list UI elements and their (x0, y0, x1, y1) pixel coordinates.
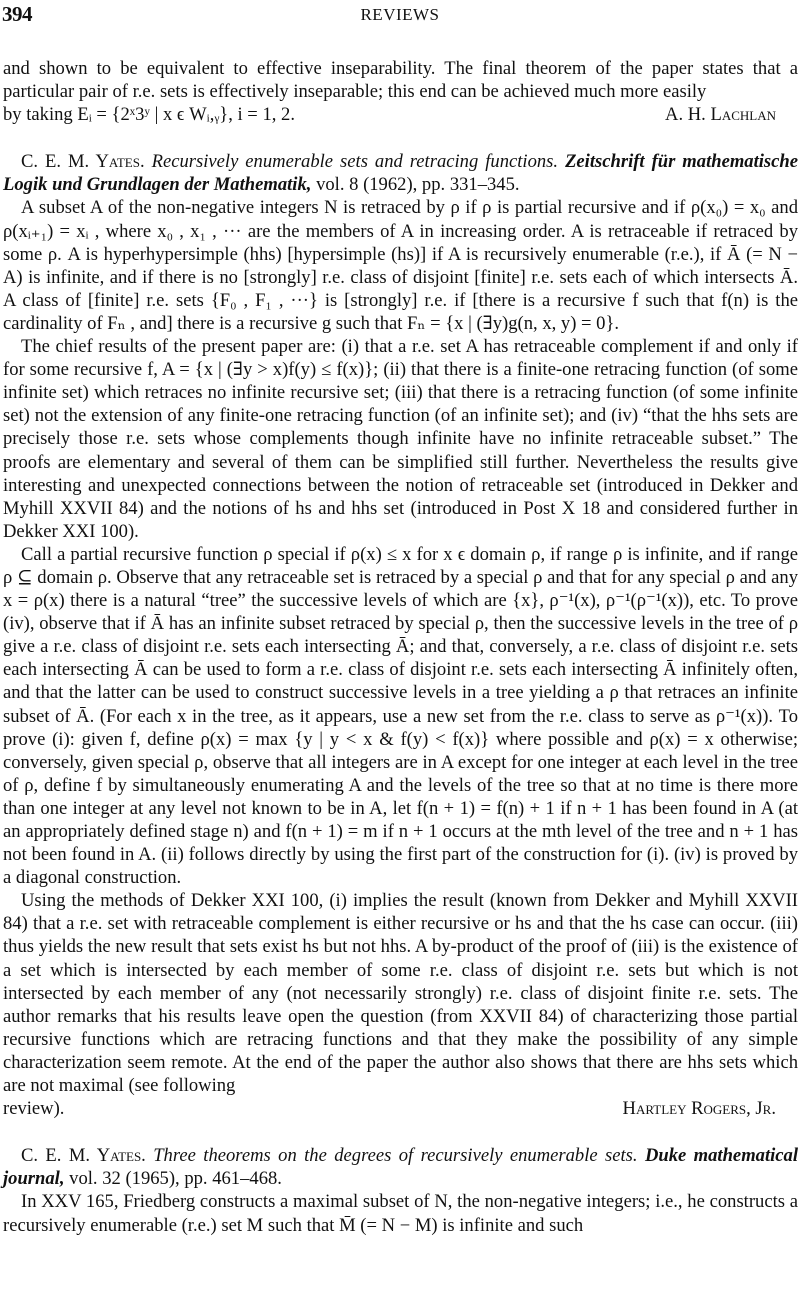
review-1-paragraph-3: Call a partial recursive function ρ special if ρ(x) ≤ x for x ϵ domain ρ, if range ρ is infinite, and if range ρ ⊆ domain ρ. Observe that any retraceable set is retraced by a special ρ and that for any special ρ and any x = ρ(x) there is a natural “tree” the successive levels of which are {x}, ρ⁻¹(x), ρ⁻¹(ρ⁻¹(x)), etc. To prove (iv), observe that if Ā has an infinite subset retraced by special ρ, then the successive levels in the tree of ρ give a r.e. class of disjoint r.e. sets each intersecting Ā; and that, conversely, a r.e. class of disjoint r.e. sets each intersecting Ā can be used to form a r.e. class of disjoint r.e. sets each intersecting Ā infinitely often, and that the latter can be used to construct successive levels in a tree yielding a ρ that retraces an infinite subset of Ā. (For each x in the tree, as it appears, use a new set from the r.e. class to serve as ρ⁻¹(x)). To prove (i): given f, define ρ(x) = max {y | y < x & f(y) < f(x)} where possible and ρ(x) = x otherwise; conversely, given special ρ, observe that all integers are in A except for one integer at each level in the tree of ρ, define f by simultaneously enumerating A and the levels of the tree so that at no time is there more than one integer at any level not known to be in A, let f(n + 1) = f(n) + 1 if n + 1 has been found in A (at an appropriately defined stage n) and f(n + 1) = m if n + 1 occurs at the mth level of the tree and n + 1 has not been found in A. (ii) follows directly by using the first part of the construction for (i). (iv) is proved by a diagonal construction. (3, 543, 798, 889)
citation-journal: Duke mathematical journal, (3, 1145, 798, 1190)
reviewer-signature: A. H. Lachlan (665, 104, 776, 126)
review-1-paragraph-4: Using the methods of Dekker XXI 100, (i) implies the result (known from Dekker and Myhill XXVII 84) that a r.e. set with retraceable complement is either recursive or hs and that the hs case can occur. (iii) thus yields the new result that sets exist hs but not hhs. A by-product of the proof of (iii) is the existence of a set which is intersected by each member of some r.e. class of disjoint r.e. sets but which is not intersected by each member of any (not necessarily strongly) r.e. class of disjoint finite r.e. sets. The author remarks that his results leave open the question (from XXVII 84) of characterizing those partial recursive functions which are retracing functions and that they make the possibility of any simple characterization seem remote. At the end of the paper the author also shows that there are hhs sets which are not maximal (see following (3, 890, 798, 1097)
citation-title: Three theorems on the degrees of recursively enumerable sets. (153, 1145, 638, 1167)
review-1-paragraph-1: A subset A of the non-negative integers N is retraced by ρ if ρ is partial recursive and if ρ(x₀) = x₀ and ρ(xᵢ₊₁) = xᵢ , where x₀ , x₁ , ··· are the members of A in increasing order. A is retraceable if retraced by some ρ. A is hyperhypersimple (hhs) [hypersimple (hs)] if A is recursively enumerable (r.e.), if Ā (= N − A) is infinite, and if there is no [strongly] r.e. class of disjoint [finite] r.e. sets each of which intersects Ā. A class of [finite] r.e. sets {F₀ , F₁ , ···} is [strongly] r.e. if [there is a recursive f such that f(n) is the cardinality of Fₙ , and] there is a recursive g such that Fₙ = {x | (∃y)g(n, x, y) = 0}. (3, 197, 798, 334)
citation-title: Recursively enumerable sets and retracing functions. (151, 151, 559, 173)
review-1-closing (3, 1097, 798, 1120)
review-1-last-line: review). (3, 1098, 65, 1120)
running-title: REVIEWS (360, 5, 440, 24)
page-number: 394 (2, 2, 32, 26)
previous-review-tail: and shown to be equivalent to effective inseparability. The final theorem of the paper states that a particular pair of r.e. sets is effectively inseparable; this end can be achieved much more easily (3, 58, 798, 103)
citation-author: C. E. M. Yates. (21, 151, 145, 173)
citation-journal: Zeitschrift für mathematische Logik und Grundlagen der Mathematik, (3, 151, 799, 196)
citation-details: vol. 32 (1965), pp. 461–468. (69, 1168, 282, 1190)
review-2-citation (3, 1144, 798, 1190)
review-1-citation (3, 150, 798, 196)
previous-review-closing (3, 103, 798, 126)
running-head (2, 2, 798, 28)
page-body (3, 57, 798, 1237)
reviewer-signature: Hartley Rogers, Jr. (622, 1098, 776, 1120)
review-1-paragraph-2: The chief results of the present paper are: (i) that a r.e. set A has retraceable complement if and only if for some recursive f, A = {x | (∃y > x)f(y) ≤ f(x)}; (ii) that there is a finite-one retracing function (of some infinite set) which retraces no infinite recursive set; (iii) that there is a retracing function (of some infinite set) not the extension of any finite-one retracing function (of an infinite set); and (iv) “that the hhs sets are precisely those r.e. sets whose complements though infinite have no infinite retraceable subset.” The proofs are elementary and several of them can be simplified still further. Nevertheless the results give interesting and unexpected connections between the notion of retraceable set (introduced in Dekker and Myhill XXVII 84) and the notions of hs and hhs set (introduced in Post X 18 and considered further in Dekker XXI 100). (3, 336, 798, 542)
citation-details: vol. 8 (1962), pp. 331–345. (316, 174, 520, 196)
review-2-paragraph-1: In XXV 165, Friedberg constructs a maximal subset of N, the non-negative integers; i.e., he constructs a recursively enumerable (r.e.) set M such that M̄ (= N − M) is infinite and such (3, 1191, 798, 1236)
previous-review-last-line: by taking Eᵢ = {2ˣ3ʸ | x ϵ Wᵢ,ᵧ}, i = 1, 2. (3, 104, 295, 126)
citation-author: C. E. M. Yates. (21, 1145, 146, 1167)
